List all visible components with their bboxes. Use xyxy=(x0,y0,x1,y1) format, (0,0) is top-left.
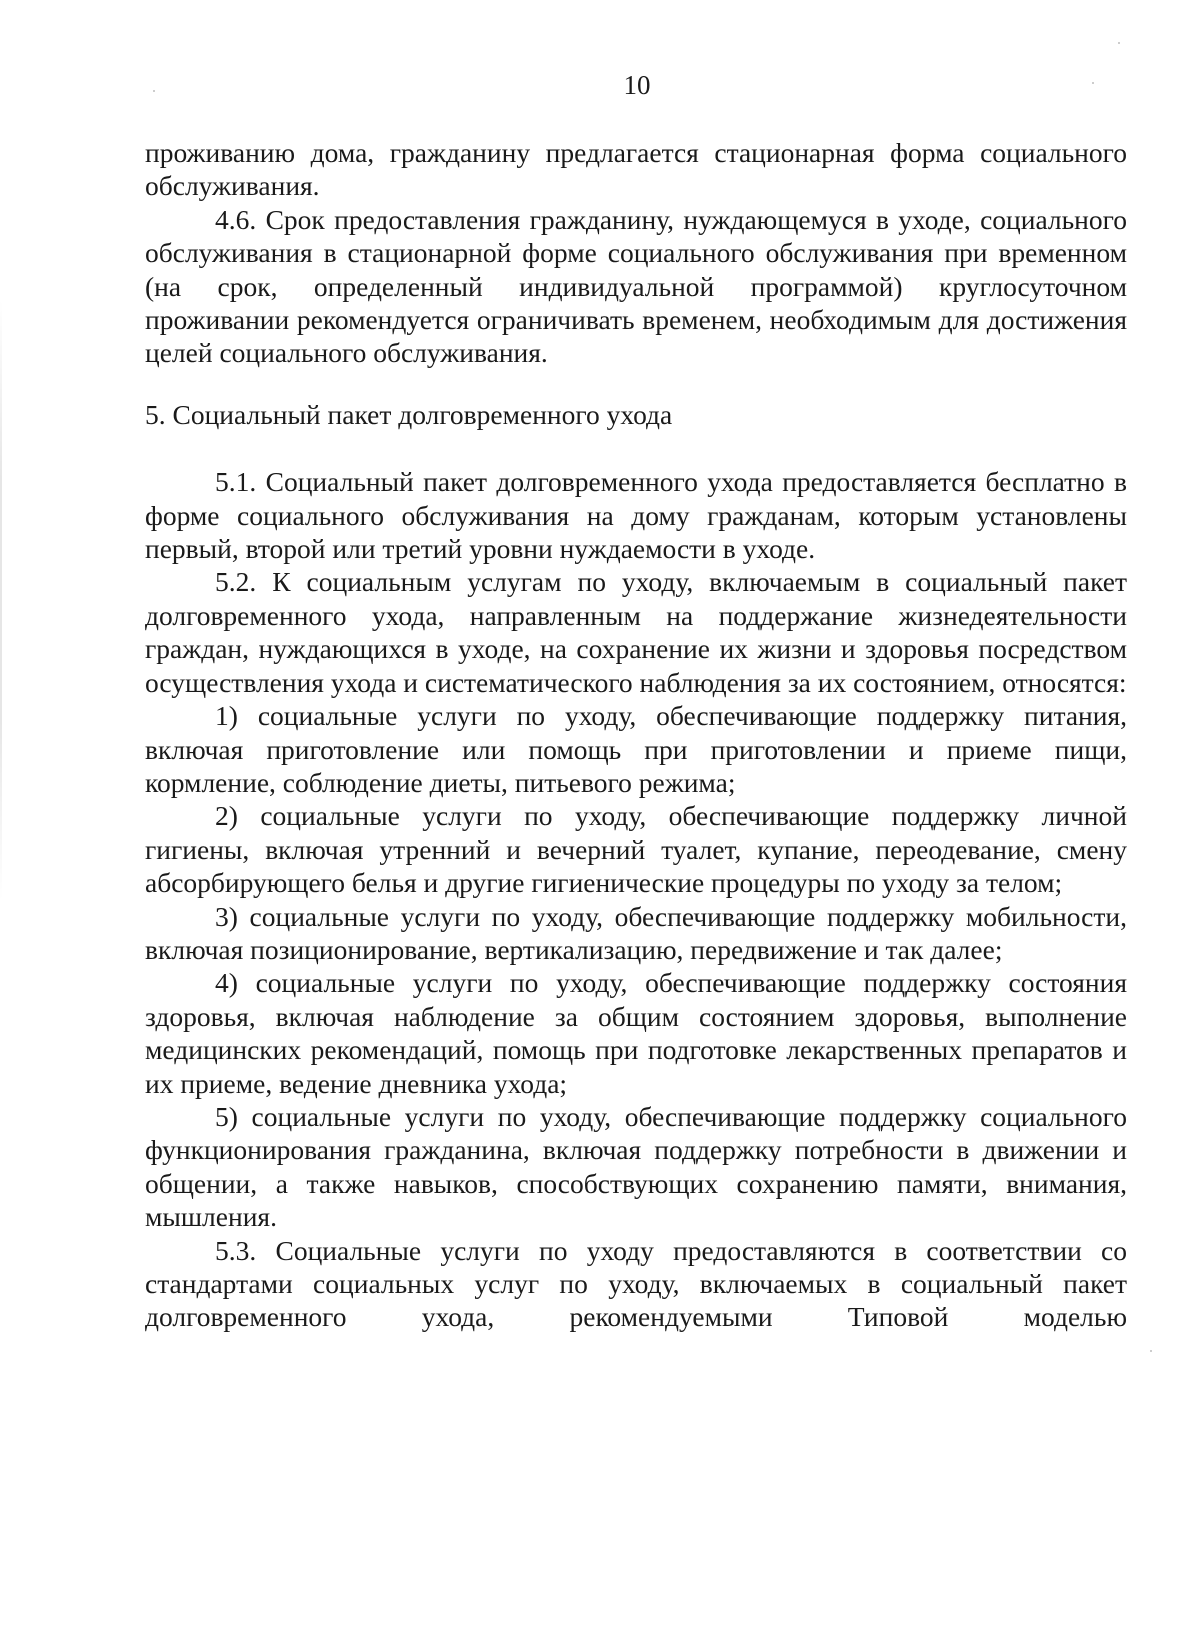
scan-edge-shadow xyxy=(0,300,2,900)
paragraph-5-3: 5.3. Социальные услуги по уходу предоставляются в соответствии со стандартами социальных услуг по уходу, включаемых в социальный пакет долговременного ухода, рекомендуемыми Типовой моделью xyxy=(145,1234,1127,1333)
section-title: 5. Социальный пакет долговременного ухода xyxy=(145,398,673,430)
paragraph-5-1: 5.1. Социальный пакет долговременного ухода предоставляется бесплатно в форме социального обслуживания на дому гражданам, которым установлены первый, второй или третий уровни нуждаемости в уходе. xyxy=(145,466,1127,565)
paragraph-5-2: 5.2. К социальным услугам по уходу, включаемым в социальный пакет долговременного ухода, направленным на поддержание жизнедеятельности граждан, нуждающихся в уходе, на сохранение их жизни и здоровья посредством осуществления ухода и систематического наблюдения за их состоянием, относятся: xyxy=(145,566,1127,698)
document-body xyxy=(145,136,1127,1334)
scan-speck xyxy=(1150,1350,1152,1352)
scan-speck xyxy=(1118,42,1120,44)
page-number: 10 xyxy=(623,70,651,100)
list-item-5: 5) социальные услуги по уходу, обеспечивающие поддержку социального функционирования гражданина, включая поддержку потребности в движении и общении, а также навыков, способствующих сохранению памяти, внимания, мышления. xyxy=(145,1100,1127,1233)
list-item-3: 3) социальные услуги по уходу, обеспечивающие поддержку мобильности, включая позиционирование, вертикализацию, передвижение и так далее; xyxy=(145,900,1127,965)
list-item-4: 4) социальные услуги по уходу, обеспечивающие поддержку состояния здоровья, включая наблюдение за общим состоянием здоровья, выполнение медицинских рекомендаций, помощь при подготовке лекарственных препаратов и их приеме, ведение дневника ухода; xyxy=(145,967,1127,1099)
list-item-1: 1) социальные услуги по уходу, обеспечивающие поддержку питания, включая приготовление или помощь при приготовлении и приеме пищи, кормление, соблюдение диеты, питьевого режима; xyxy=(145,700,1127,798)
paragraph-continuation: проживанию дома, гражданину предлагается стационарная форма социального обслуживания. xyxy=(145,137,1127,202)
list-item-2: 2) социальные услуги по уходу, обеспечивающие поддержку личной гигиены, включая утренний и вечерний туалет, купание, переодевание, смену абсорбирующего белья и другие гигиенические процедуры по уходу за телом; xyxy=(145,800,1127,899)
paragraph-4-6: 4.6. Срок предоставления гражданину, нуждающемуся в уходе, социального обслуживания в стационарной форме социального обслуживания при временном (на срок, определенный индивидуальной программой) круглосуточном проживании рекомендуется ограничивать временем, необходимым для достижения целей социального обслуживания. xyxy=(145,203,1127,369)
